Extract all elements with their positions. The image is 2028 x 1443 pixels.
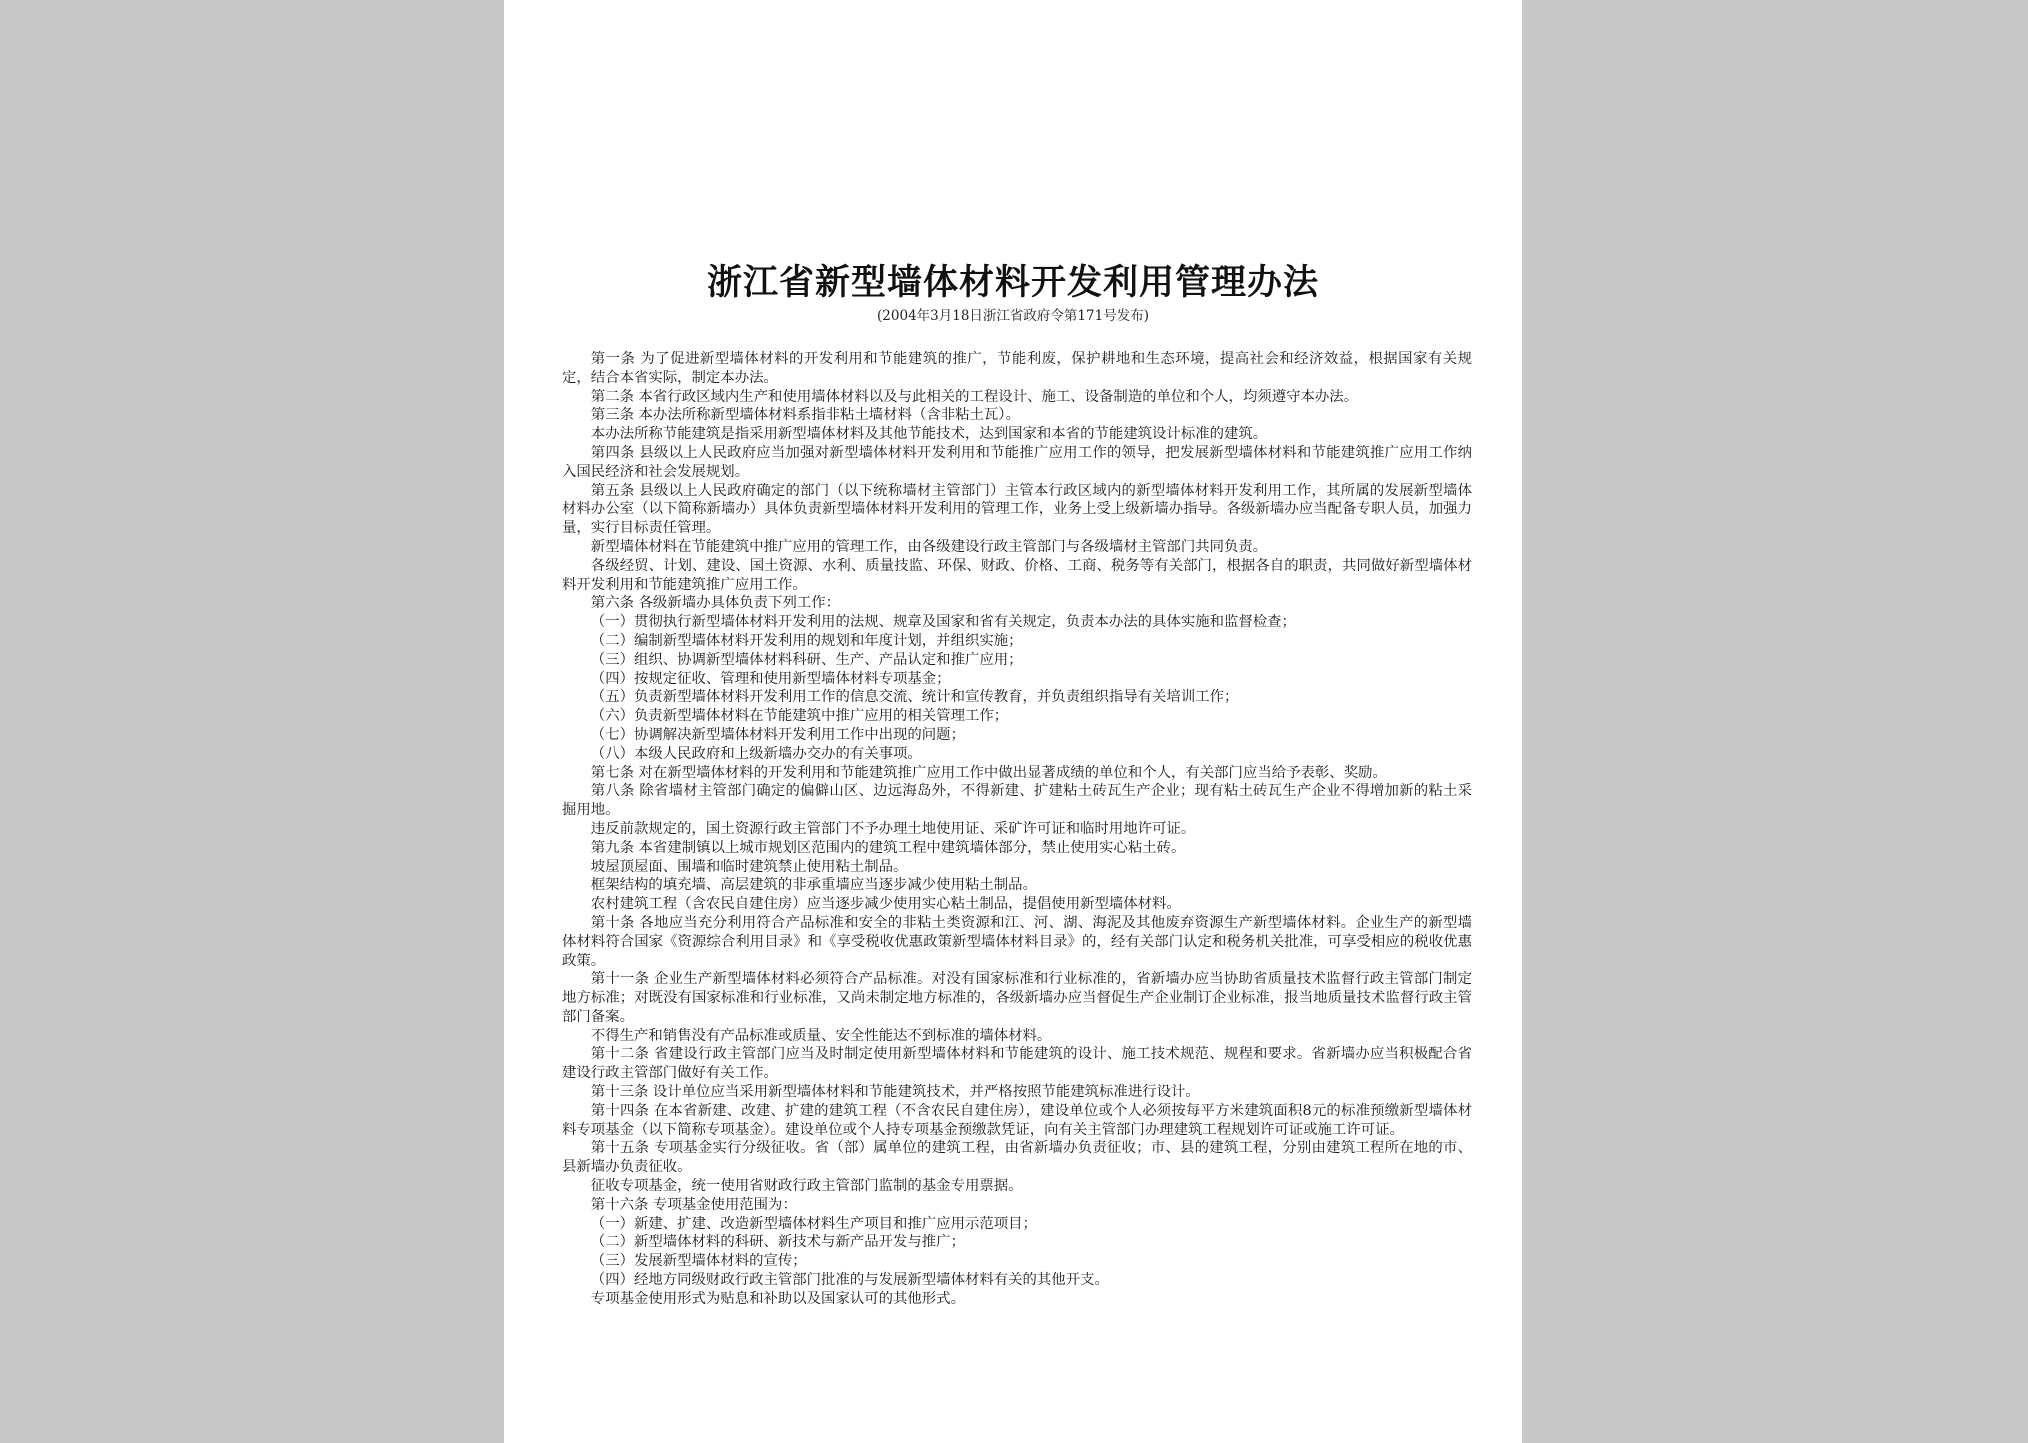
- body-paragraph: 第十五条 专项基金实行分级征收。省（部）属单位的建筑工程，由省新墙办负责征收；市、县的建筑工程，分别由建筑工程所在地的市、县新墙办负责征收。: [562, 1140, 1472, 1176]
- body-paragraph: （四）经地方同级财政行政主管部门批准的与发展新型墙体材料有关的其他开支。: [590, 1272, 1109, 1289]
- body-paragraph: 第十条 各地应当充分利用符合产品标准和安全的非粘土类资源和江、河、湖、海泥及其他废弃资源生产新型墙体材料。企业生产的新型墙体材料符合国家《资源综合利用目录》和《享受税收优惠政策新型墙体材料目录》的，经有关部门认定和税务机关批准，可享受相应的税收优惠政策。: [562, 914, 1472, 969]
- body-paragraph: （七）协调解决新型墙体材料开发利用工作中出现的问题；: [590, 726, 965, 743]
- document-body: [562, 350, 1472, 1309]
- body-paragraph: 坡屋顶屋面、围墙和临时建筑禁止使用粘土制品。: [590, 858, 908, 875]
- body-paragraph: 第十四条 在本省新建、改建、扩建的建筑工程（不含农民自建住房），建设单位或个人必须按每平方米建筑面积8元的标准预缴新型墙体材料专项基金（以下简称专项基金）。建设单位或个人持专项基金预缴款凭证，向有关主管部门办理建筑工程规划许可证或施工许可证。: [562, 1102, 1472, 1138]
- document-title: 浙江省新型墙体材料开发利用管理办法: [706, 263, 1319, 303]
- body-paragraph: （五）负责新型墙体材料开发利用工作的信息交流、统计和宣传教育，并负责组织指导有关培训工作；: [590, 689, 1239, 706]
- body-paragraph: 各级经贸、计划、建设、国土资源、水利、质量技监、环保、财政、价格、工商、税务等有关部门，根据各自的职责，共同做好新型墙体材料开发利用和节能建筑推广应用工作。: [562, 557, 1472, 593]
- body-paragraph: 第五条 县级以上人民政府确定的部门（以下统称墙材主管部门）主管本行政区域内的新型墙体材料开发利用工作，其所属的发展新型墙体材料办公室（以下简称新墙办）具体负责新型墙体材料开发利用的管理工作，业务上受上级新墙办指导。各级新墙办应当配备专职人员，加强力量，实行目标责任管理。: [562, 482, 1472, 537]
- document-page: [504, 0, 1522, 1443]
- body-paragraph: （三）发展新型墙体材料的宣传；: [590, 1253, 807, 1270]
- body-paragraph: （三）组织、协调新型墙体材料科研、生产、产品认定和推广应用；: [590, 651, 1023, 668]
- document-subtitle: (2004年3月18日浙江省政府令第171号发布): [877, 308, 1149, 324]
- body-paragraph: 第十三条 设计单位应当采用新型墙体材料和节能建筑技术，并严格按照节能建筑标准进行设计。: [590, 1084, 1200, 1101]
- body-paragraph: 违反前款规定的，国土资源行政主管部门不予办理土地使用证、采矿许可证和临时用地许可证。: [590, 820, 1196, 837]
- body-paragraph: 第一条 为了促进新型墙体材料的开发利用和节能建筑的推广，节能利废，保护耕地和生态环境，提高社会和经济效益，根据国家有关规定，结合本省实际，制定本办法。: [562, 351, 1472, 386]
- body-paragraph: 第八条 除省墙材主管部门确定的偏僻山区、边远海岛外，不得新建、扩建粘土砖瓦生产企业；现有粘土砖瓦生产企业不得增加新的粘土采掘用地。: [562, 783, 1472, 819]
- body-paragraph: 第十六条 专项基金使用范围为：: [590, 1196, 797, 1213]
- body-paragraph: 新型墙体材料在节能建筑中推广应用的管理工作，由各级建设行政主管部门与各级墙材主管部门共同负责。: [590, 538, 1268, 555]
- body-paragraph: （二）新型墙体材料的科研、新技术与新产品开发与推广；: [590, 1234, 965, 1251]
- body-paragraph: 框架结构的填充墙、高层建筑的非承重墙应当逐步减少使用粘土制品。: [590, 877, 1037, 894]
- body-paragraph: 第三条 本办法所称新型墙体材料系指非粘土墙材料（含非粘土瓦）。: [590, 407, 1020, 424]
- body-paragraph: 第七条 对在新型墙体材料的开发利用和节能建筑推广应用工作中做出显著成绩的单位和个人，有关部门应当给予表彰、奖励。: [590, 764, 1387, 781]
- body-paragraph: （八）本级人民政府和上级新墙办交办的有关事项。: [590, 745, 922, 762]
- body-paragraph: （二）编制新型墙体材料开发利用的规划和年度计划，并组织实施；: [590, 632, 1023, 649]
- body-paragraph: 征收专项基金，统一使用省财政行政主管部门监制的基金专用票据。: [590, 1178, 1023, 1195]
- body-paragraph: 第四条 县级以上人民政府应当加强对新型墙体材料开发利用和节能推广应用工作的领导，把发展新型墙体材料和节能建筑推广应用工作纳入国民经济和社会发展规划。: [562, 444, 1472, 480]
- body-paragraph: 专项基金使用形式为贴息和补助以及国家认可的其他形式。: [590, 1290, 965, 1307]
- body-paragraph: （一）贯彻执行新型墙体材料开发利用的法规、规章及国家和省有关规定，负责本办法的具体实施和监督检查；: [590, 614, 1296, 631]
- body-paragraph: 第六条 各级新墙办具体负责下列工作：: [590, 595, 841, 612]
- body-paragraph: 本办法所称节能建筑是指采用新型墙体材料及其他节能技术，达到国家和本省的节能建筑设计标准的建筑。: [590, 426, 1268, 443]
- body-paragraph: 不得生产和销售没有产品标准或质量、安全性能达不到标准的墙体材料。: [590, 1027, 1052, 1044]
- body-paragraph: 第十一条 企业生产新型墙体材料必须符合产品标准。对没有国家标准和行业标准的，省新墙办应当协助省质量技术监督行政主管部门制定地方标准；对既没有国家标准和行业标准，又尚未制定地方标准的，各级新墙办应当督促生产企业制订企业标准，报当地质量技术监督行政主管部门备案。: [562, 971, 1472, 1025]
- body-paragraph: （六）负责新型墙体材料在节能建筑中推广应用的相关管理工作；: [590, 708, 1009, 725]
- body-paragraph: （四）按规定征收、管理和使用新型墙体材料专项基金；: [590, 670, 951, 687]
- body-paragraph: （一）新建、扩建、改造新型墙体材料生产项目和推广应用示范项目；: [590, 1215, 1037, 1232]
- body-paragraph: 第二条 本省行政区域内生产和使用墙体材料以及与此相关的工程设计、施工、设备制造的单位和个人，均须遵守本办法。: [590, 388, 1359, 405]
- body-paragraph: 农村建筑工程（含农民自建住房）应当逐步减少使用实心粘土制品，提倡使用新型墙体材料。: [590, 896, 1181, 913]
- body-paragraph: 第十二条 省建设行政主管部门应当及时制定使用新型墙体材料和节能建筑的设计、施工技术规范、规程和要求。省新墙办应当积极配合省建设行政主管部门做好有关工作。: [562, 1046, 1472, 1082]
- body-paragraph: 第九条 本省建制镇以上城市规划区范围内的建筑工程中建筑墙体部分，禁止使用实心粘土砖。: [590, 839, 1186, 856]
